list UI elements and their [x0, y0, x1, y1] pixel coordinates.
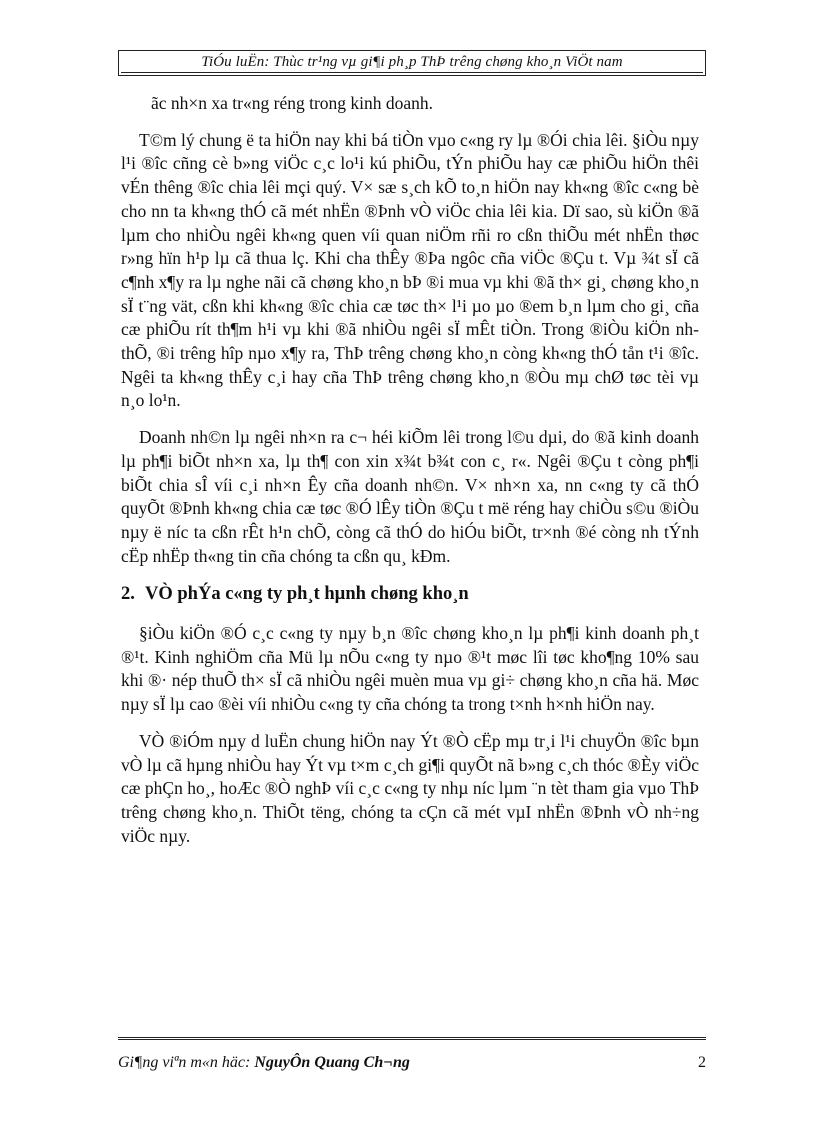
section-heading: [121, 583, 699, 607]
footer-lecturer-name: NguyÔn Quang Ch¬ng: [254, 1054, 410, 1071]
footer-lecturer-label: Gi¶ng viªn m«n häc:: [118, 1054, 255, 1071]
paragraph-4: VÒ ®iÓm nµy d luËn chung hiÖn nay Ýt ®Ò cËp mµ tr¸i l¹i chuyÖn ®îc bµn vÒ lµ cã hµng nhiÒu hay Ýt vµ t×m c¸ch gi¶i quyÕt nã b»ng c¸ch thóc ®Èy viÖc cæ phÇn ho¸, hoÆc ®Ò nghÞ víi c¸c c«ng ty nhµ níc lµm ¨n tèt tham gia vµo ThÞ trêng chøng kho¸n. ThiÕt tëng, chóng ta cÇn cã mét vµI nhËn ®Þnh vÒ nh÷ng viÖc nµy.: [121, 730, 699, 846]
header-title: TiÓu luËn: Thùc tr¹ng vµ gi¶i ph¸p ThÞ trêng chøng kho¸n ViÖt nam: [201, 54, 623, 70]
footer-lecturer: [118, 1054, 410, 1072]
section-number: 2.: [121, 584, 135, 605]
paragraph-1: T©m lý chung ë ta hiÖn nay khi bá tiÒn vµo c«ng ry lµ ®Ói chia lêi. §iÒu nµy l¹i ®îc cñng cè b»ng viÖc c¸c lo¹i kú phiÕu, tÝn phiÕu hay cæ phiÕu hiÖn thêi vÉn thêng ®îc chia lêi mçi quý. V× sæ s¸ch kÕ to¸n hiÖn nay kh«ng ®îc c«ng bè cho nn ta kh«ng thÓ cã mét nhËn ®Þnh vÒ viÖc chia lêi kia. Dï sao, sù kiÖn ®ã lµm cho nhiÒu ngêi kh«ng quen víi quan niÖm rñi ro cßn thiÕu mét nhËn thøc r»ng hïn h¹p lµ cã thua lç. Khi cha thÊy ®Þa ngôc cña viÖc ®Çu t. Vµ ¾t sÏ cã c¶nh x¶y ra lµ nghe nãi cã chøng kho¸n bÞ ®i mua vµ khi ®ã th× gi¸ chøng kho¸n sÏ t¨ng vät, cßn khi kh«ng ®îc chia cæ tøc th× l¹i µo µo ®em b¸n lµm cho gi¸ cña cæ phiÕu rít th¶m h¹i vµ khi ®ã nhiÒu ngêi sÏ mÊt tiÒn. Trong ®iÒu kiÖn nh thÕ, ®i trêng hîp nµo x¶y ra, ThÞ trêng chøng kho¸n còng kh«ng thÓ tån t¹i ®îc. Ngêi ta kh«ng thÊy c¸i hay cña ThÞ trêng chøng kho¸n ®Òu mµ chØ tøc tèi vµ n¸o lo¹n.: [121, 129, 699, 411]
paragraph-continuation: ãc nh×n xa tr«ng réng trong kinh doanh.: [151, 93, 434, 113]
page-number: 2: [698, 1054, 706, 1071]
page-header: [118, 50, 706, 76]
paragraph-2: Doanh nh©n lµ ngêi nh×n ra c¬ héi kiÕm lêi trong l©u dµi, do ®ã kinh doanh lµ ph¶i biÕt nh×n xa, lµ th¶ con xin x¾t b¾t con c¸ r«. Ngêi ®Çu t còng ph¶i biÕt chia sÎ víi c¸i nh×n Êy cña doanh nh©n. V× nh×n xa, nn c«ng ty cã thÓ quyÕt ®Þnh kh«ng chia cæ tøc ®Ó lÊy tiÒn ®Çu t më réng hay chiÒu s©u ®iÒu nµy ë níc ta cßn rÊt h¹n chÕ, còng cã thÓ do hiÓu biÕt, tr×nh ®é còng nh tÝnh cËp nhËp th«ng tin cña chóng ta cßn qu¸ kÐm.: [121, 427, 699, 566]
page-footer: [118, 1037, 706, 1069]
header-rule: [121, 72, 703, 73]
document-body: [121, 92, 699, 848]
paragraph-3: §iÒu kiÖn ®Ó c¸c c«ng ty nµy b¸n ®îc chøng kho¸n lµ ph¶i kinh doanh ph¸t ®¹t. Kinh nghiÖm cña Mü lµ nÕu c«ng ty nµo ®¹t møc lîi tøc kho¶ng 10% sau khi ®· nép thuÕ th× sÏ cã nhiÒu ngêi muèn mua vµ gi÷ chøng kho¸n cña hä. Møc nµy sÏ lµ cao ®èi víi nhiÒu c«ng ty cña chóng ta trong t×nh h×nh hiÖn nay.: [121, 623, 699, 715]
section-title: VÒ phÝa c«ng ty ph¸t hµnh chøng kho¸n: [145, 584, 469, 605]
